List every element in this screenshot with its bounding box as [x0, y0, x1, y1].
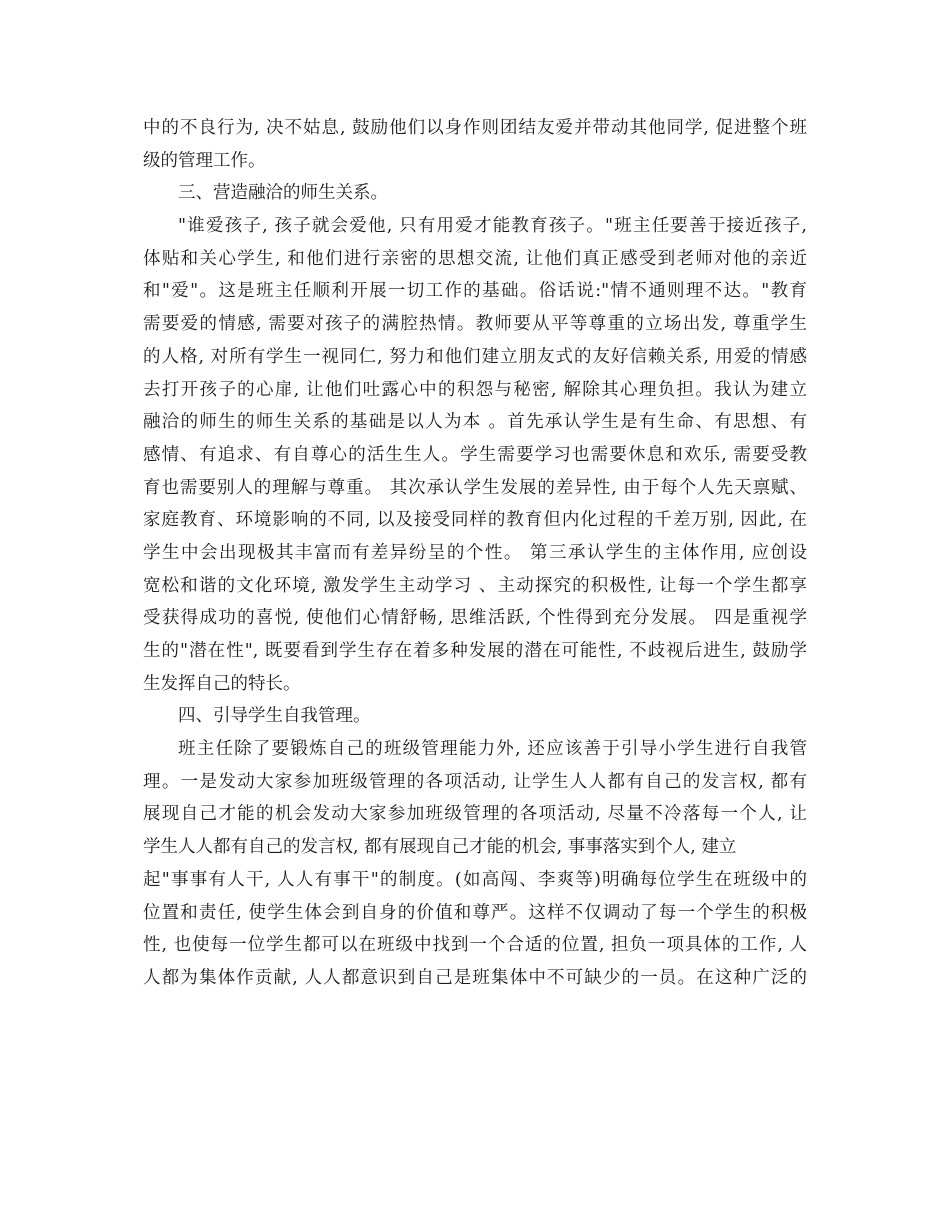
text-line: 受获得成功的喜悦, 使他们心情舒畅, 思维活跃, 个性得到充分发展。 四是重视学	[143, 608, 807, 629]
text-line: 位置和责任, 使学生体会到自身的价值和尊严。这样不仅调动了每一个学生的积极	[143, 902, 807, 923]
text-line: 中的不良行为, 决不姑息, 鼓励他们以身作则团结友爱并带动其他同学, 促进整个班	[143, 118, 807, 138]
text-line: 生的"潜在性", 既要看到学生存在着多种发展的潜在可能性, 不歧视后进生, 鼓励学	[143, 641, 807, 661]
text-line: 需要爱的情感, 需要对孩子的满腔热情。教师要从平等尊重的立场出发, 尊重学生	[143, 314, 807, 335]
section-heading: 三、营造融洽的师生关系。	[178, 183, 388, 204]
text-line: 融洽的师生的师生关系的基础是以人为本 。首先承认学生是有生命、有思想、有	[143, 412, 807, 433]
text-line: 级的管理工作。	[143, 150, 266, 171]
text-line: 人都为集体作贡献, 人人都意识到自己是班集体中不可缺少的一员。在这种广泛的	[143, 967, 807, 988]
text-line: 起"事事有人干, 人人有事干"的制度。(如高闯、李爽等)明确每位学生在班级中的	[143, 869, 807, 890]
text-line: 性, 也使每一位学生都可以在班级中找到一个合适的位置, 担负一项具体的工作, 人	[143, 935, 807, 956]
text-line: 学生人人都有自己的发言权, 都有展现自己才能的机会, 事事落实到个人, 建立	[143, 837, 737, 858]
text-line: 家庭教育、环境影响的不同, 以及接受同样的教育但内化过程的千差万别, 因此, 在	[143, 510, 807, 531]
section-heading: 四、引导学生自我管理。	[178, 706, 371, 727]
text-line: 生发挥自己的特长。	[143, 673, 301, 694]
text-line: 宽松和谐的文化环境, 激发学生主动学习 、主动探究的积极性, 让每一个学生都享	[143, 575, 807, 596]
text-line: 学生中会出现极其丰富而有差异纷呈的个性。 第三承认学生的主体作用, 应创设	[143, 542, 807, 563]
text-line: 育也需要别人的理解与尊重。 其次承认学生发展的差异性, 由于每个人先天禀赋、	[143, 477, 807, 498]
paragraph-first-line: 班主任除了要锻炼自己的班级管理能力外, 还应该善于引导小学生进行自我管	[178, 739, 807, 760]
text-line: 去打开孩子的心扉, 让他们吐露心中的积怨与秘密, 解除其心理负担。我认为建立	[143, 379, 807, 400]
text-line: 理。一是发动大家参加班级管理的各项活动, 让学生人人都有自己的发言权, 都有	[143, 771, 807, 792]
document-body	[143, 112, 807, 995]
text-line: 展现自己才能的机会发动大家参加班级管理的各项活动, 尽量不冷落每一个人, 让	[143, 804, 807, 825]
text-line: 体贴和关心学生, 和他们进行亲密的思想交流, 让他们真正感受到老师对他的亲近	[143, 248, 807, 269]
text-line: 的人格, 对所有学生一视同仁, 努力和他们建立朋友式的友好信赖关系, 用爱的情感	[143, 346, 807, 367]
text-line: 感情、有追求、有自尊心的活生生人。学生需要学习也需要休息和欢乐, 需要受教	[143, 444, 807, 465]
text-line: 和"爱"。这是班主任顺利开展一切工作的基础。俗话说:"情不通则理不达。"教育	[143, 281, 807, 302]
paragraph-first-line: "谁爱孩子, 孩子就会爱他, 只有用爱才能教育孩子。"班主任要善于接近孩子,	[178, 216, 807, 237]
